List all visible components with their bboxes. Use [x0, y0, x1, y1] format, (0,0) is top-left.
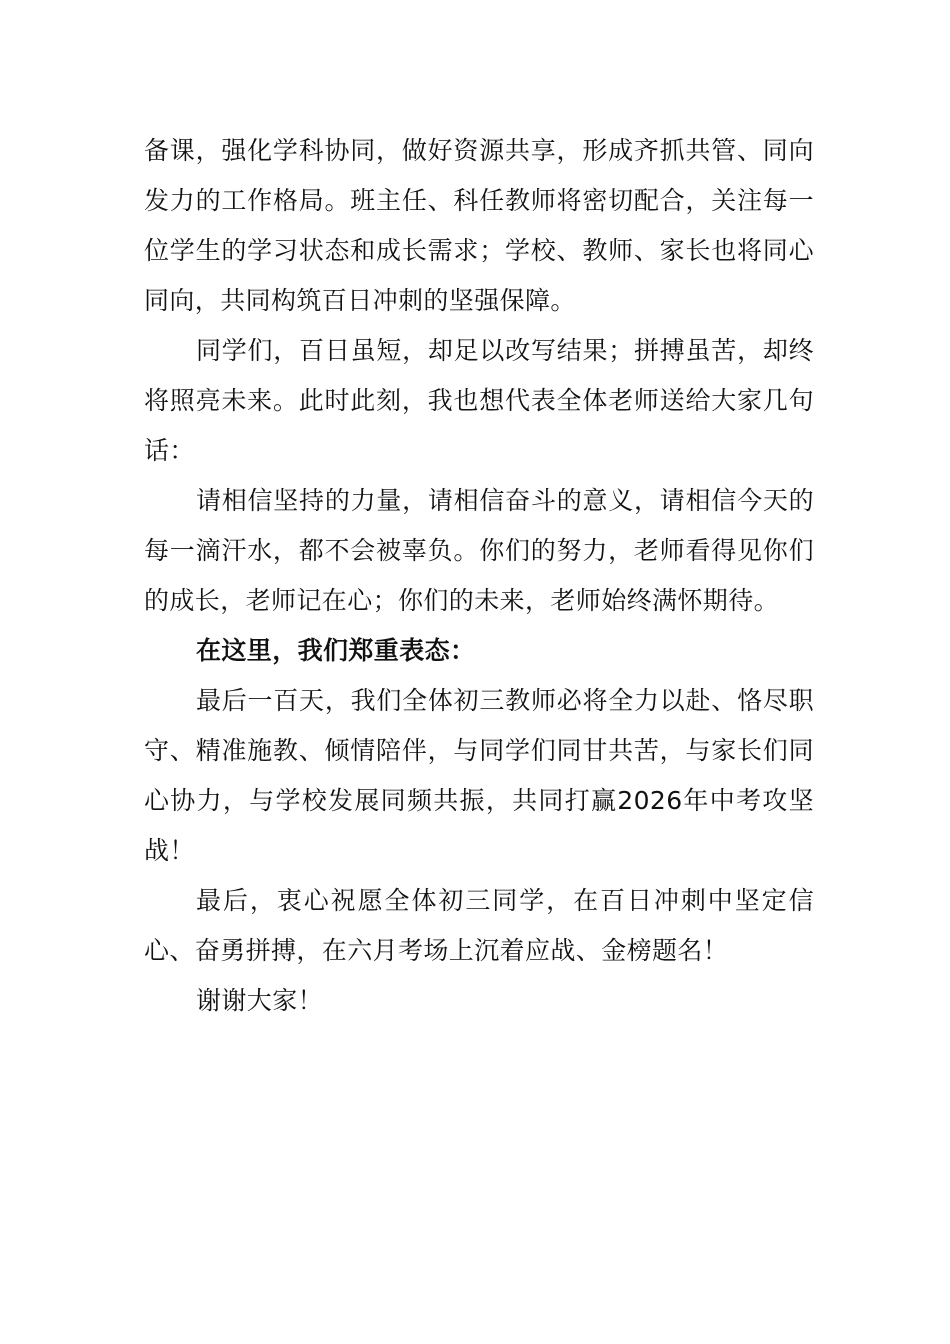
paragraph-continued: 备课，强化学科协同，做好资源共享，形成齐抓共管、同向发力的工作格局。班主任、科任教师将密切配合，关注每一位学生的学习状态和成长需求；学校、教师、家长也将同心同向，共同构筑百日冲刺的坚强保障。 [144, 136, 814, 315]
paragraph-students-address: 同学们，百日虽短，却足以改写结果；拼搏虽苦，却终将照亮未来。此时此刻，我也想代表全体老师送给大家几句话： [144, 336, 814, 465]
paragraph-pledge: 最后一百天，我们全体初三教师必将全力以赴、恪尽职守、精准施教、倾情陪伴，与同学们同甘共苦，与家长们同心协力，与学校发展同频共振，共同打赢2026年中考攻坚战！ [144, 686, 814, 865]
document-body [144, 126, 814, 1026]
paragraph-pledge-heading: 在这里，我们郑重表态： [196, 636, 476, 665]
paragraph-wishes: 最后，衷心祝愿全体初三同学，在百日冲刺中坚定信心、奋勇拼搏，在六月考场上沉着应战、金榜题名！ [144, 886, 814, 965]
paragraph-encouragement: 请相信坚持的力量，请相信奋斗的意义，请相信今天的每一滴汗水，都不会被辜负。你们的努力，老师看得见你们的成长，老师记在心；你们的未来，老师始终满怀期待。 [144, 486, 814, 615]
paragraph-thanks: 谢谢大家！ [196, 986, 324, 1015]
